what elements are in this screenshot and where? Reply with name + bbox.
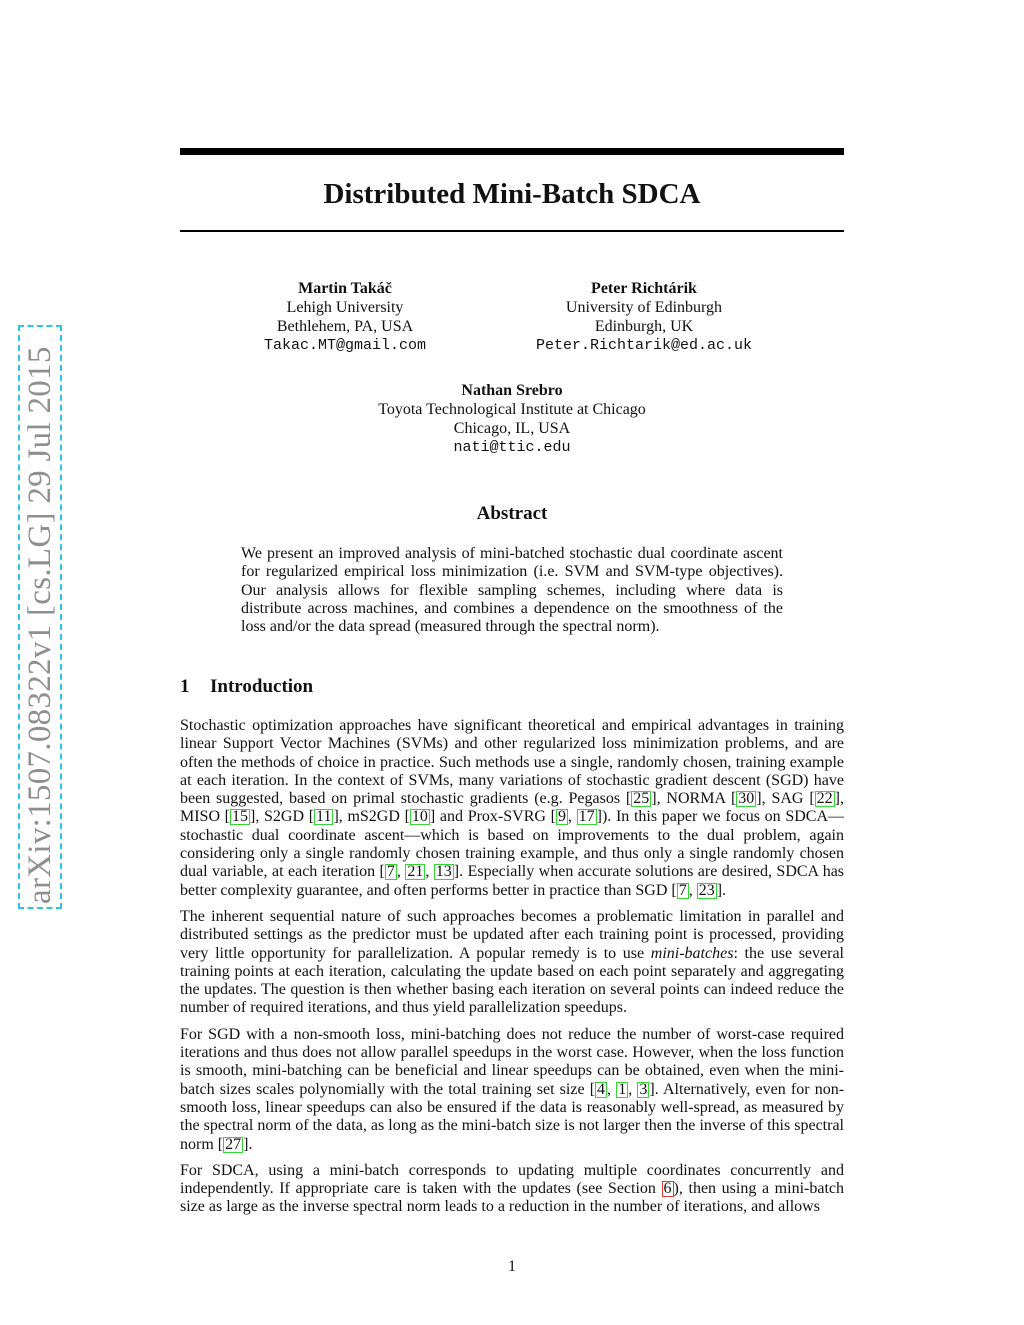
- citation-link[interactable]: 21: [407, 863, 424, 881]
- paragraph-4: [180, 1162, 844, 1217]
- author-email: Takac.MT@gmail.com: [263, 337, 427, 354]
- citation-link[interactable]: 23: [698, 881, 715, 899]
- text-run: ,: [607, 1080, 617, 1098]
- title-top-rule: [180, 148, 844, 155]
- author-affiliation: Lehigh University: [286, 299, 404, 316]
- arxiv-identifier: arXiv:1507.08322v1 [cs.LG] 29 Jul 2015: [22, 346, 58, 904]
- text-run: ]. Alternatively, even for non-smooth loss, linear speedups can also be ensured if the data is reasonably well-spread, as measured by the spectral norm of the data, as long as the mini-batch size is not larger then the inverse of this spectral norm [: [180, 1080, 845, 1153]
- citation-link[interactable]: 30: [738, 790, 755, 808]
- text-run: ], MISO [: [180, 790, 844, 826]
- citation-link[interactable]: 4: [597, 1080, 606, 1098]
- title-bottom-rule: [180, 230, 844, 232]
- text-run: ], S2GD [: [250, 808, 315, 826]
- text-run: ,: [567, 808, 577, 826]
- author-block-1: [220, 279, 470, 355]
- citation-link[interactable]: 10: [411, 808, 428, 826]
- text-run: ,: [688, 881, 697, 899]
- text-run: ,: [425, 863, 434, 881]
- author-affiliation: Toyota Technological Institute at Chicago: [378, 401, 646, 418]
- author-location: Chicago, IL, USA: [453, 420, 571, 437]
- author-email: Peter.Richtarik@ed.ac.uk: [535, 337, 753, 354]
- text-run: ], mS2GD [: [333, 808, 410, 826]
- citation-link[interactable]: 15: [232, 808, 249, 826]
- abstract-text: We present an improved analysis of mini-batched stochastic dual coordinate ascent for regularized empirical loss minimization (i.e. SVM and SVM-type objectives). Our analysis allows for flexible sampling schemes, including where data is distribute across machines, and combines a dependence on the smoothness of the loss and/or the data spread (measured through the spectral norm).: [241, 545, 783, 636]
- author-name: Peter Richtárik: [591, 280, 697, 297]
- page-number: 1: [508, 1258, 516, 1275]
- author-block-2: [504, 279, 784, 355]
- abstract-heading: Abstract: [476, 503, 548, 524]
- paragraph-1: [180, 717, 844, 900]
- citation-link[interactable]: 17: [578, 808, 595, 826]
- citation-link[interactable]: 13: [435, 863, 452, 881]
- section-title: Introduction: [210, 676, 314, 697]
- section-ref-link[interactable]: 6: [663, 1180, 672, 1198]
- citation-link[interactable]: 9: [557, 808, 566, 826]
- author-email: nati@ttic.edu: [453, 439, 571, 456]
- section-number: 1: [180, 676, 190, 697]
- text-run: ), then using a mini-batch size as large as the inverse spectral norm leads to a reduction in the number of iterations, and allows: [180, 1180, 844, 1216]
- author-name: Nathan Srebro: [461, 382, 563, 399]
- text-run: ].: [716, 881, 727, 899]
- text-run: ].: [243, 1135, 253, 1153]
- emphasis: mini-batches: [650, 944, 734, 962]
- citation-link[interactable]: 27: [225, 1135, 242, 1153]
- text-run: Stochastic optimization approaches have significant theoretical and empirical advantages in training linear Support Vector Machines (SVMs) and other regularized loss minimization problems, and are often the methods of choice in practice. Such methods use a single, randomly chosen, training example at each iteration. In the context of SVMs, many variations of stochastic gradient descent (SGD) have been suggested, based on primal stochastic gradients (e.g. Pegasos [: [180, 717, 844, 808]
- text-run: ]). In this paper we focus on SDCA—stochastic dual coordinate ascent—which is based on improvements to the dual problem, again considering only a single randomly chosen training example, and thus only a single randomly chosen dual variable, at each iteration [: [180, 808, 845, 881]
- author-name: Martin Takáč: [298, 280, 392, 297]
- text-run: ], NORMA [: [651, 790, 737, 808]
- text-run: ,: [396, 863, 406, 881]
- author-block-3: [330, 381, 694, 457]
- citation-link[interactable]: 7: [678, 881, 687, 899]
- body-text: [180, 717, 844, 1225]
- paragraph-3: [180, 1026, 844, 1154]
- author-affiliation: University of Edinburgh: [565, 299, 723, 316]
- citation-link[interactable]: 3: [639, 1080, 648, 1098]
- text-run: The inherent sequential nature of such approaches becomes a problematic limitation in parallel and distributed settings as the predictor must be updated after each training point is processed, providing very little opportunity for parallelization. A popular remedy is to use: [180, 907, 844, 962]
- text-run: For SDCA, using a mini-batch corresponds to updating multiple coordinates concurrently and independently. If appropriate care is taken with the updates (see Section: [180, 1161, 844, 1198]
- paragraph-2: [180, 908, 844, 1018]
- text-run: For SGD with a non-smooth loss, mini-batching does not reduce the number of worst-case required iterations and thus does not allow parallel speedups in the worst case. However, when the loss function is smooth, mini-batching can be beneficial and linear speedups can be obtained, even when the mini-batch sizes scales polynomially with the total training set size [: [180, 1025, 844, 1098]
- text-run: : the use several training points at each iteration, calculating the update based on each point separately and aggregating the updates. The question is then whether basing each iteration on several points can indeed reduce the number of required iterations, and thus yield parallelization speedups.: [180, 944, 845, 1017]
- text-run: ], SAG [: [756, 790, 815, 808]
- text-run: ,: [628, 1080, 638, 1098]
- paper-title: Distributed Mini-Batch SDCA: [323, 178, 701, 210]
- citation-link[interactable]: 22: [816, 790, 833, 808]
- author-location: Edinburgh, UK: [594, 318, 694, 335]
- citation-link[interactable]: 11: [316, 808, 332, 826]
- citation-link[interactable]: 25: [633, 790, 650, 808]
- text-run: ] and Prox-SVRG [: [429, 808, 556, 826]
- author-location: Bethlehem, PA, USA: [276, 318, 414, 335]
- section-heading: [180, 676, 313, 698]
- citation-link[interactable]: 1: [618, 1080, 627, 1098]
- text-run: ]. Especially when accurate solutions are desired, SDCA has better complexity guarantee, and often performs better in practice than SGD [: [180, 863, 845, 899]
- citation-link[interactable]: 7: [386, 863, 395, 881]
